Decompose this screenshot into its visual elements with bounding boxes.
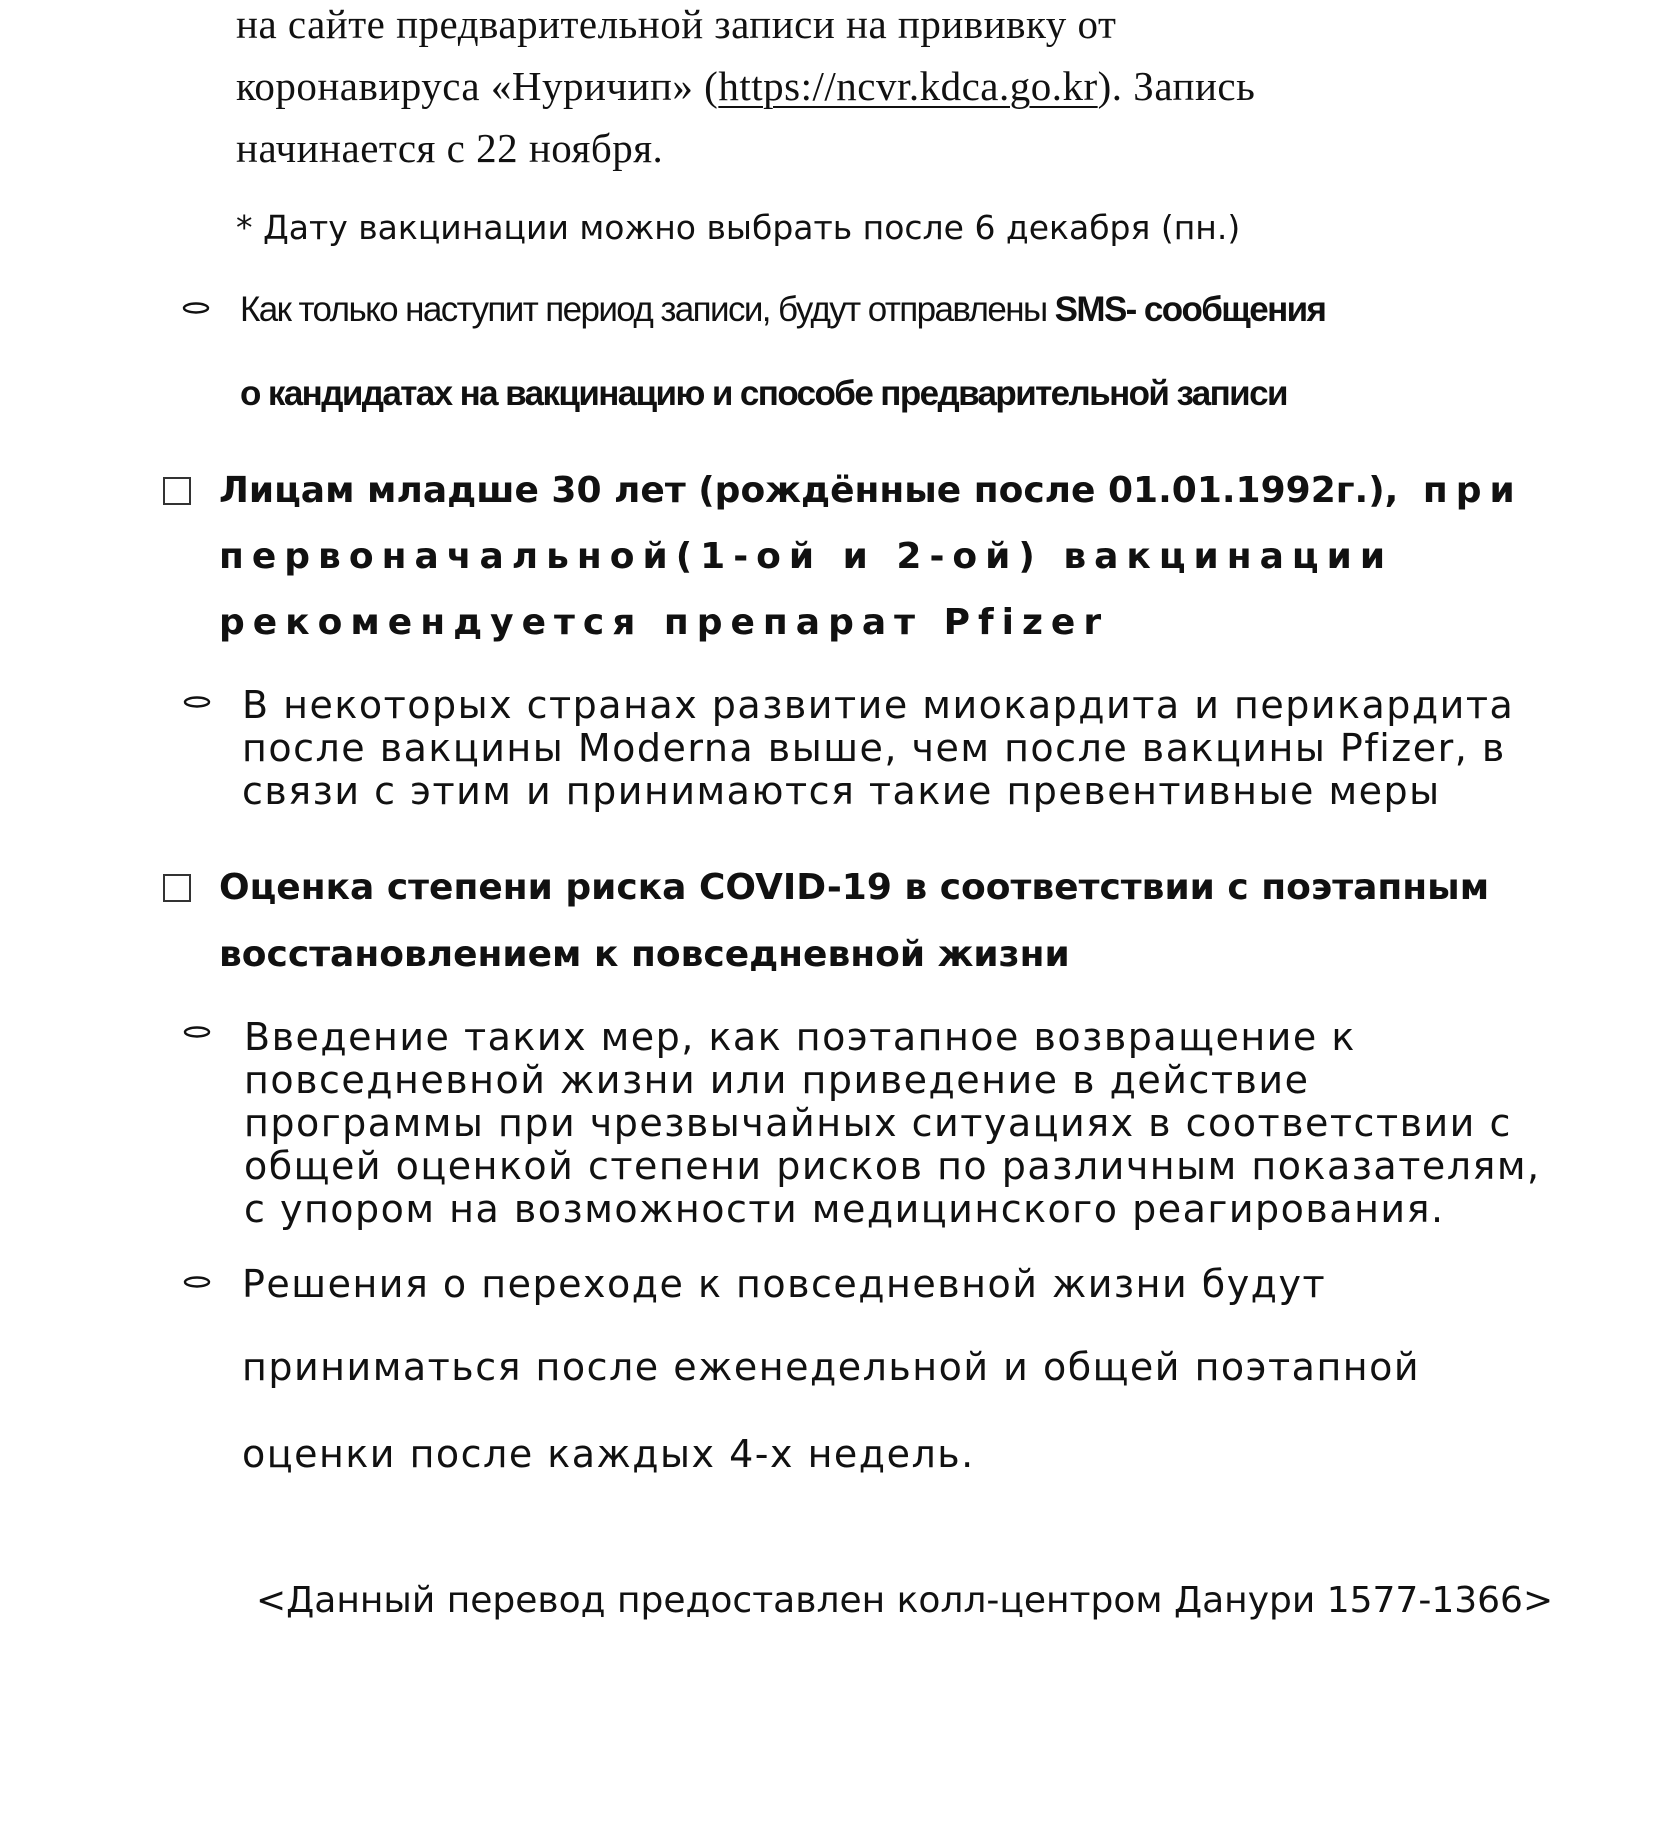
bullet-icon [183,696,211,708]
section2-bullet-2-line: оценки после каждых 4-х недель. [242,1432,975,1476]
intro-line-1: на сайте предварительной записи на прививку от [236,1,1117,47]
section1-heading-line-2: первоначальной(1-ой и 2-ой) вакцинации [219,536,1394,577]
bullet-icon [183,1026,211,1038]
translation-credit: <Данный перевод предоставлен колл-центром Данури 1577-1366> [256,1580,1554,1621]
section2-bullet-1-line: программы при чрезвычайных ситуациях в соответствии с [244,1101,1512,1145]
section1-bullet-line: В некоторых странах развитие миокардита и перикардита [242,683,1515,727]
bullet-icon [183,1276,211,1288]
section2-bullet-1-line: общей оценкой степени рисков по различным показателям, [244,1144,1541,1188]
sms-bold-text: SMS- сообщения [1054,290,1326,329]
sms-bullet-line-2: о кандидатах на вакцинацию и способе предварительной записи [240,374,1287,413]
bullet-icon [182,302,210,314]
section2-bullet-2-line: Решения о переходе к повседневной жизни будут [242,1262,1327,1306]
section1-heading-line-1 [219,470,1523,511]
section1-heading-part-a: Лицам младше 30 лет (рождённые после 01.01.1992г.), [219,470,1399,511]
section2-heading-line-1: Оценка степени риска COVID-19 в соответствии с поэтапным [219,867,1490,908]
section1-bullet-line: связи с этим и принимаются такие превентивные меры [242,769,1441,813]
intro-line-2 [236,62,1255,110]
section2-heading-line-2: восстановлением к повседневной жизни [219,934,1070,975]
section2-bullet-1-line: повседневной жизни или приведение в действие [244,1058,1310,1102]
section2-bullet-1 [244,1016,1541,1231]
section1-bullet [242,684,1514,813]
section2-bullet-2-line: приниматься после еженедельной и общей поэтапной [242,1345,1421,1389]
vaccination-date-note: * Дату вакцинации можно выбрать после 6 декабря (пн.) [236,208,1241,247]
section1-heading-part-b: при [1422,470,1523,511]
sms-bullet-text: Как только наступит период записи, будут отправлены [240,290,1055,329]
section2-bullet-1-line: с упором на возможности медицинского реагирования. [244,1187,1445,1231]
section2-checkbox-icon [163,874,191,902]
section1-checkbox-icon [163,477,191,505]
intro-line-2-before: коронавируса «Нуричип» ( [236,63,719,109]
intro-line-2-after: ). Запись [1097,63,1256,109]
section1-heading-line-3: рекомендуется препарат Pfizer [219,602,1110,643]
intro-line-3: начинается с 22 ноября. [236,125,664,171]
section2-bullet-1-line: Введение таких мер, как поэтапное возвращение к [244,1015,1356,1059]
section1-bullet-line: после вакцины Moderna выше, чем после вакцины Pfizer, в [242,726,1506,770]
sms-bullet-line-1 [240,290,1325,330]
ncvr-link[interactable]: https://ncvr.kdca.go.kr [718,63,1098,109]
